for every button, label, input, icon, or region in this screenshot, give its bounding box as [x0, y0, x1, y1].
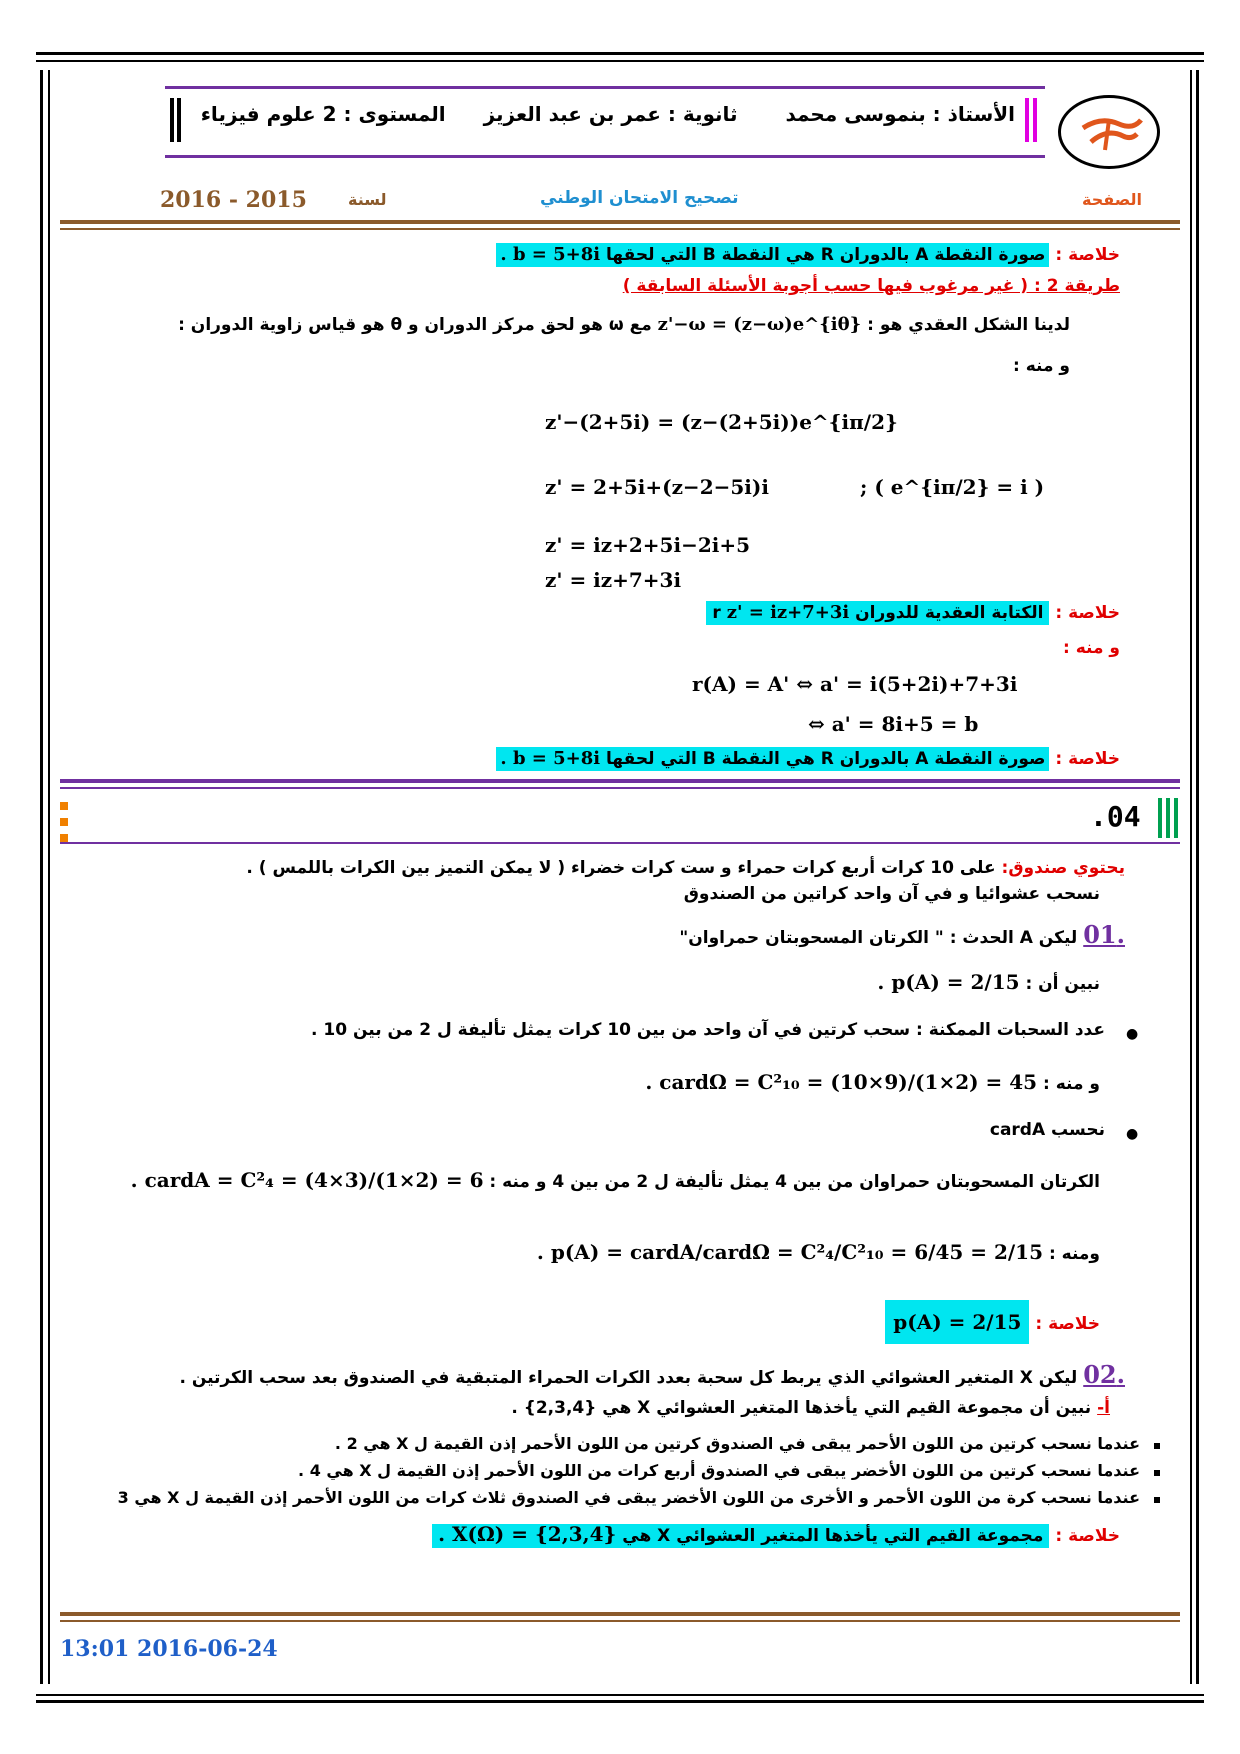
question-1-text: ليكن A الحدث : " الكرتان المسحوبتان حمراوان" [679, 928, 1078, 948]
bullet-1-text: عدد السحبات الممكنة : سحب كرتين في آن واحد من بين 10 كرات يمثل تأليفة ل 2 من بين 10 . [310, 1020, 1105, 1040]
complex-form-rest: مع ω هو لحق مركز الدوران و θ هو قياس زاوية الدوران : [178, 315, 652, 335]
statement-2: عندما نسحب كرتين من اللون الأخضر يبقى في الصندوق أربع كرات من اللون الأحمر إذن القيمة ل X هي 4 . [298, 1461, 1140, 1480]
exam-title: تصحيح الامتحان الوطني [540, 188, 739, 208]
bullet-2-line-text: الكرتان المسحوبتان حمراوان من بين 4 يمثل تأليفة ل 2 من بين 4 و منه : [489, 1172, 1100, 1192]
summary-1 [496, 244, 1120, 265]
summary-3-text: صورة النقطة A بالدوران R هي النقطة B التي لحقها [606, 749, 1046, 769]
frame-right-line-2 [1196, 70, 1199, 1684]
header-right-bar [1025, 98, 1029, 142]
draw-text: نسحب عشوائيا و في آن واحد كراتين من الصندوق [683, 884, 1100, 904]
header-left-bar [170, 98, 174, 142]
summary-3-label: خلاصة : [1055, 749, 1120, 769]
question-2 [179, 1360, 1125, 1389]
summary-4 [885, 1300, 1100, 1344]
frame-top-line-2 [36, 60, 1204, 62]
header-teacher: الأستاذ : بنموسى محمد [785, 102, 1015, 126]
bullet-1-and: و منه : [1043, 1074, 1100, 1094]
bullet-2-math: cardA = C²₄ = (4×3)/(1×2) = 6 . [130, 1168, 484, 1192]
header-right-bar-2 [1033, 98, 1037, 142]
question-1-number: .01 [1083, 920, 1125, 949]
header-school: ثانوية : عمر بن عبد العزيز [483, 102, 738, 126]
summary-4-math: p(A) = 2/15 [885, 1300, 1029, 1344]
question-2-number: .02 [1083, 1360, 1125, 1389]
bullet-2-line [131, 1168, 1100, 1192]
summary-2-text: الكتابة العقدية للدوران r [712, 603, 1044, 623]
logo-mark-icon [1061, 98, 1157, 166]
frame-left-line-2 [48, 70, 50, 1684]
frame-bottom-line-1 [36, 1694, 1204, 1696]
marker-2 [60, 818, 68, 826]
method-2: طريقة 2 : ( غير مرغوب فيها حسب أجوبة الأسئلة السابقة ) [622, 276, 1120, 296]
square-bullet-1-icon [1154, 1443, 1160, 1449]
equation-4: z' = iz+7+3i [545, 568, 682, 592]
footer-rule-1 [60, 1612, 1180, 1616]
subheader-rule-1 [60, 220, 1180, 224]
summary-1-math: b = 5+8i . [500, 244, 601, 265]
question-1-show [877, 970, 1100, 994]
marker-1 [60, 802, 68, 810]
square-bullet-3-icon [1154, 1497, 1160, 1503]
exercise-number: .04 [1090, 800, 1141, 833]
summary-1-highlight [496, 243, 1049, 267]
box-label: يحتوي صندوق: [1001, 858, 1125, 878]
frame-bottom-line-2 [36, 1700, 1204, 1703]
summary-4-label: خلاصة : [1035, 1314, 1100, 1334]
summary-3-highlight [496, 747, 1049, 771]
summary-2-math: z' = iz+7+3i [726, 602, 850, 623]
marker-3 [60, 834, 68, 842]
bullet-2-then-text: ومنه : [1048, 1244, 1100, 1264]
exercise-bar-2 [1166, 798, 1170, 838]
bullet-2-icon: ● [1126, 1126, 1139, 1142]
bullet-2-math-2: p(A) = cardA/cardΩ = C²₄/C²₁₀ = 6/45 = 2/15 . [536, 1240, 1044, 1264]
question-1-show-text: نبين أن : [1025, 974, 1100, 994]
header-left-bar-2 [177, 98, 181, 142]
box-description [246, 858, 1125, 878]
footer-timestamp: 13:01 2016-06-24 [60, 1636, 278, 1662]
and-so-1: و منه : [1013, 356, 1070, 376]
equation-2: z' = 2+5i+(z−2−5i)i [545, 475, 769, 499]
bullet-2-then [537, 1240, 1100, 1264]
equation-2-note: ; ( e^{iπ/2} = i ) [860, 475, 1045, 499]
bullet-1-math: cardΩ = C²₁₀ = (10×9)/(1×2) = 45 . [645, 1070, 1038, 1094]
summary-5-highlight [432, 1524, 1049, 1548]
question-1 [679, 920, 1125, 949]
summary-2 [706, 602, 1120, 623]
school-logo [1058, 95, 1160, 169]
frame-top-line-1 [36, 52, 1204, 55]
exercise-rule-2 [60, 787, 1180, 789]
and-so-2: و منه : [1063, 638, 1120, 658]
header-level: المستوى : 2 علوم فيزياء [200, 102, 446, 126]
year-value: 2016 - 2015 [160, 187, 307, 213]
equation-5: r(A) = A' ⇔ a' = i(5+2i)+7+3i [692, 672, 1018, 696]
bullet-2-text: نحسب cardA [989, 1120, 1105, 1140]
question-2a-label: أ- [1097, 1398, 1110, 1418]
equation-6: ⇔ a' = 8i+5 = b [808, 712, 979, 736]
exercise-rule-1 [60, 779, 1180, 783]
year-label: لسنة [348, 190, 387, 209]
box-text: على 10 كرات أربع كرات حمراء و ست كرات خضراء ( لا يمكن التميز بين الكرات باللمس ) . [246, 858, 996, 878]
summary-1-label: خلاصة : [1055, 245, 1120, 265]
statement-3: عندما نسحب كرة من اللون الأحمر و الأخرى من اللون الأخضر يبقى في الصندوق ثلاث كرات من اللون الأحمر إذن القيمة ل X هي 3 [117, 1488, 1140, 1507]
complex-form-math: z'−ω = (z−ω)e^{iθ} [657, 314, 862, 335]
frame-right-line-1 [1190, 70, 1192, 1684]
summary-5-text: مجموعة القيم التي يأخذها المتغير العشوائي X هي [622, 1526, 1044, 1546]
footer-rule-2 [60, 1620, 1180, 1622]
header-box [165, 92, 1045, 152]
header-bottom-rule [165, 155, 1045, 158]
summary-5-label: خلاصة : [1055, 1526, 1120, 1546]
bullet-1-result [645, 1070, 1100, 1094]
summary-2-highlight [706, 601, 1049, 625]
equation-3: z' = iz+2+5i−2i+5 [545, 533, 751, 557]
summary-3-math: b = 5+8i . [500, 748, 601, 769]
exercise-bar-1 [1158, 798, 1162, 838]
complex-form-text: لدينا الشكل العقدي هو : [867, 315, 1070, 335]
summary-3 [496, 748, 1120, 769]
summary-5-math: X(Ω) = {2,3,4} . [438, 1522, 617, 1546]
exercise-bar-3 [1174, 798, 1178, 838]
bullet-1-icon: ● [1126, 1026, 1139, 1042]
question-1-show-math: p(A) = 2/15 . [877, 970, 1020, 994]
summary-2-label: خلاصة : [1055, 603, 1120, 623]
summary-1-text: صورة النقطة A بالدوران R هي النقطة B التي لحقها [606, 245, 1046, 265]
question-2-text: ليكن X المتغير العشوائي الذي يربط كل سحبة بعدد الكرات الحمراء المتبقية في الصندوق بعد سحب الكرتين . [179, 1368, 1078, 1388]
square-bullet-2-icon [1154, 1470, 1160, 1476]
question-2a [511, 1398, 1110, 1418]
question-2a-text: نبين أن مجموعة القيم التي يأخذها المتغير العشوائي X هي {2,3,4} . [511, 1398, 1092, 1418]
summary-5 [432, 1522, 1120, 1546]
frame-left-line-1 [40, 70, 43, 1684]
header-top-rule [165, 86, 1045, 89]
page-label: الصفحة [1082, 190, 1143, 209]
header-info [195, 102, 1015, 126]
equation-1: z'−(2+5i) = (z−(2+5i))e^{iπ/2} [545, 410, 898, 434]
complex-form-line [178, 314, 1070, 335]
subheader-rule-2 [60, 228, 1180, 230]
statement-1: عندما نسحب كرتين من اللون الأحمر يبقى في الصندوق كرتين من اللون الأحمر إذن القيمة ل X هي 2 . [334, 1434, 1140, 1453]
exercise-rule-3 [60, 842, 1180, 844]
